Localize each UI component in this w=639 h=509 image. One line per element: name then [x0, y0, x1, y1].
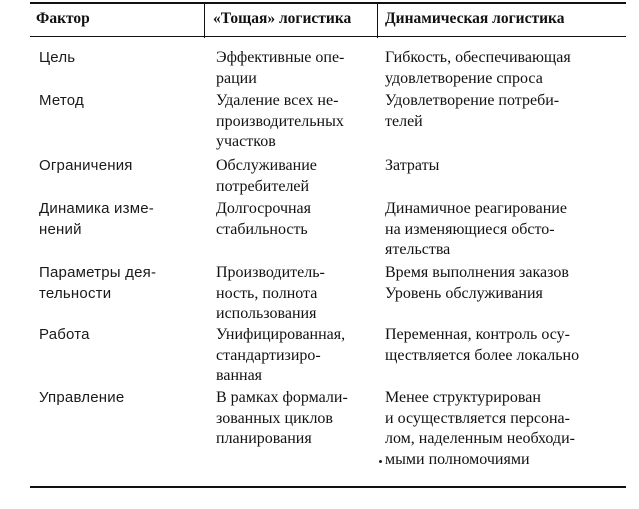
row-dynamics-factor: Динамика изме- нений	[39, 200, 154, 238]
row-constraints-lean: Обслуживание потребителей	[216, 157, 317, 195]
row-work-agile: Переменная, контроль осу- ществляется более локально	[385, 326, 580, 364]
table-bottom-rule	[30, 486, 626, 488]
header-lean-logistics: «Тощая» логистика	[213, 10, 352, 27]
row-management-agile: Менее структурирован и осуществляется персона- лом, наделенным необходи- мыми полномочиями	[385, 389, 575, 468]
row-performance-lean: Производитель- ность, полнота использования	[216, 264, 325, 322]
header-factor: Фактор	[36, 10, 90, 27]
row-goal-agile: Гибкость, обеспечивающая удовлетворение спроса	[385, 49, 571, 87]
row-method-agile: Удовлетворение потреби- телей	[385, 92, 560, 130]
header-divider-1	[204, 2, 205, 38]
row-constraints-agile: Затраты	[385, 157, 440, 174]
row-management-factor: Управление	[39, 389, 125, 406]
row-work-lean: Унифицированная, стандартизиро- ванная	[216, 326, 346, 384]
row-work-factor: Работа	[39, 326, 90, 343]
row-performance-factor: Параметры дея- тельности	[39, 264, 157, 302]
row-goal-factor: Цель	[39, 49, 76, 66]
row-method-lean: Удаление всех не- производительных участков	[216, 92, 344, 150]
row-performance-agile: Время выполнения заказов Уровень обслуживания	[385, 264, 569, 302]
row-goal-lean: Эффективные опе- рации	[216, 49, 345, 87]
header-divider-2	[377, 2, 378, 38]
row-dynamics-agile: Динамичное реагирование на изменяющиеся обсто- ятельства	[385, 200, 567, 258]
row-dynamics-lean: Долгосрочная стабильность	[216, 200, 312, 238]
header-agile-logistics: Динамическая логистика	[385, 10, 565, 27]
row-constraints-factor: Ограничения	[39, 157, 133, 174]
row-method-factor: Метод	[39, 92, 84, 109]
header-rule	[30, 36, 626, 37]
table-top-rule	[30, 2, 626, 4]
row-management-lean: В рамках формали- зованных циклов планирования	[216, 389, 348, 447]
stray-dot	[379, 460, 382, 463]
comparison-table	[30, 0, 626, 509]
